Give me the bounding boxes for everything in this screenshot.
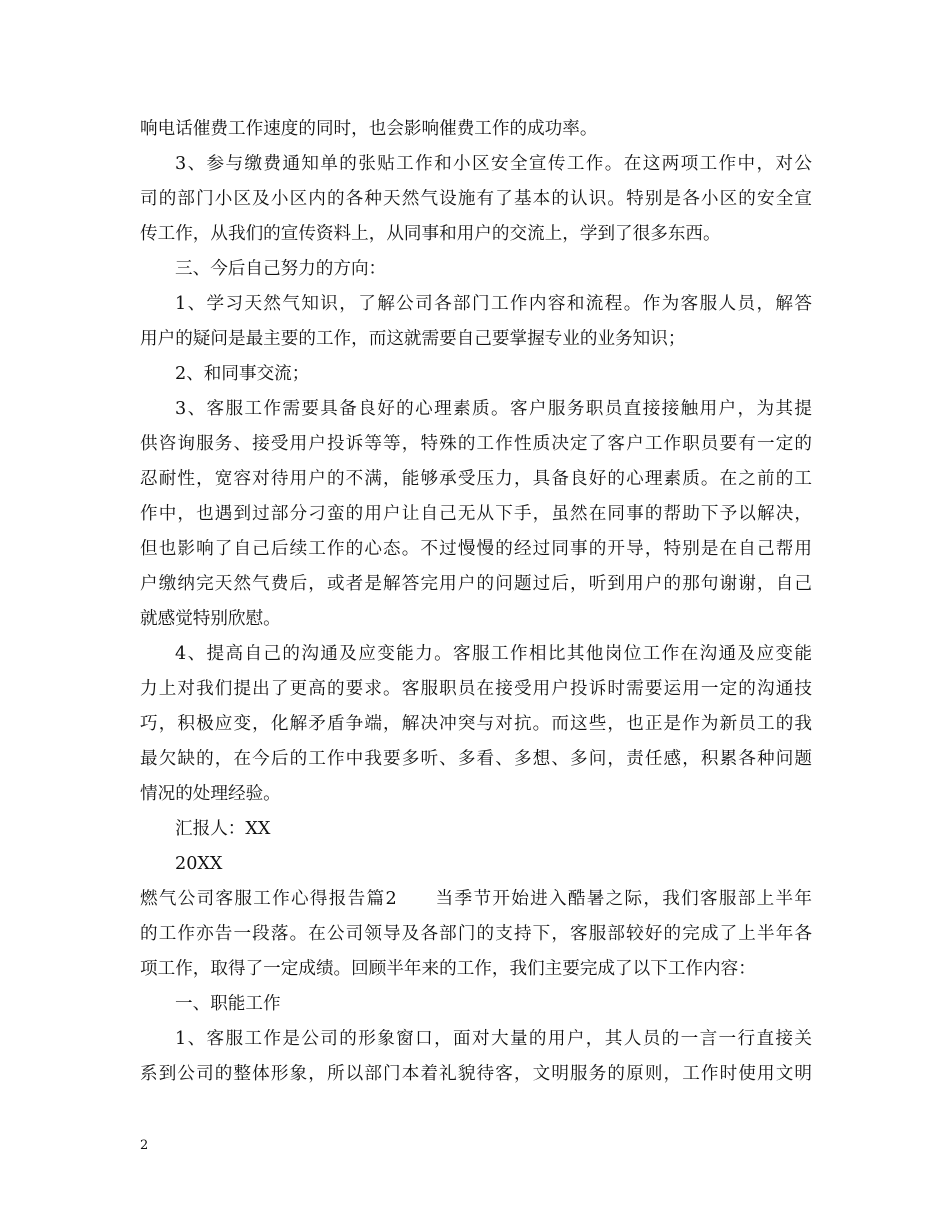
text-line: 忍耐性，宽容对待用户的不满，能够承受压力，具备良好的心理素质。在之前的工 bbox=[140, 469, 812, 489]
text-line: 1、学习天然气知识，了解公司各部门工作内容和流程。作为客服人员，解答 bbox=[175, 294, 812, 314]
text-line: 传工作，从我们的宣传资料上，从同事和用户的交流上，学到了很多东西。 bbox=[140, 224, 721, 244]
section-heading: 一、职能工作 bbox=[175, 994, 281, 1014]
text-line: 就感觉特别欣慰。 bbox=[140, 609, 281, 629]
date-line: 20XX bbox=[175, 854, 223, 874]
text-line: 项工作，取得了一定成绩。回顾半年来的工作，我们主要完成了以下工作内容： bbox=[140, 959, 756, 979]
reporter-line: 汇报人：XX bbox=[175, 819, 271, 839]
text-line: 但也影响了自己后续工作的心态。不过慢慢的经过同事的开导，特别是在自己帮用 bbox=[140, 539, 812, 559]
text-line: 力上对我们提出了更高的要求。客服职员在接受用户投诉时需要运用一定的沟通技 bbox=[140, 679, 812, 699]
text-line: 巧，积极应变，化解矛盾争端，解决冲突与对抗。而这些，也正是作为新员工的我 bbox=[140, 714, 812, 734]
document-body bbox=[140, 112, 812, 1092]
text-line: 1、客服工作是公司的形象窗口，面对大量的用户，其人员的一言一行直接关 bbox=[175, 1029, 812, 1049]
text-line: 系到公司的整体形象，所以部门本着礼貌待客，文明服务的原则，工作时使用文明 bbox=[140, 1064, 812, 1084]
text-line: 4、提高自己的沟通及应变能力。客服工作相比其他岗位工作在沟通及应变能 bbox=[175, 644, 812, 664]
text-line: 司的部门小区及小区内的各种天然气设施有了基本的认识。特别是各小区的安全宣 bbox=[140, 189, 812, 209]
text-line: 作中，也遇到过部分刁蛮的用户让自己无从下手，虽然在同事的帮助下予以解决， bbox=[140, 504, 812, 524]
text-line: 响电话催费工作速度的同时，也会影响催费工作的成功率。 bbox=[140, 119, 598, 139]
section-heading: 三、今后自己努力的方向： bbox=[175, 259, 387, 279]
text-line: 户缴纳完天然气费后，或者是解答完用户的问题过后，听到用户的那句谢谢，自己 bbox=[140, 574, 812, 594]
text-line: 3、客服工作需要具备良好的心理素质。客户服务职员直接接触用户，为其提 bbox=[175, 399, 812, 419]
text-line: 供咨询服务、接受用户投诉等等，特殊的工作性质决定了客户工作职员要有一定的 bbox=[140, 434, 812, 454]
text-line: 最欠缺的，在今后的工作中我要多听、多看、多想、多问，责任感，积累各种问题 bbox=[140, 749, 812, 769]
text-line: 用户的疑问是最主要的工作，而这就需要自己要掌握专业的业务知识； bbox=[140, 329, 686, 349]
text-line: 3、参与缴费通知单的张贴工作和小区安全宣传工作。在这两项工作中，对公 bbox=[175, 154, 812, 174]
text-line: 2、和同事交流； bbox=[175, 364, 310, 384]
page-number: 2 bbox=[140, 1138, 149, 1153]
article-title-line: 燃气公司客服工作心得报告篇2 当季节开始进入酷暑之际，我们客服部上半年 bbox=[140, 889, 812, 909]
text-line: 情况的处理经验。 bbox=[140, 784, 281, 804]
text-line: 的工作亦告一段落。在公司领导及各部门的支持下，客服部较好的完成了上半年各 bbox=[140, 924, 812, 944]
